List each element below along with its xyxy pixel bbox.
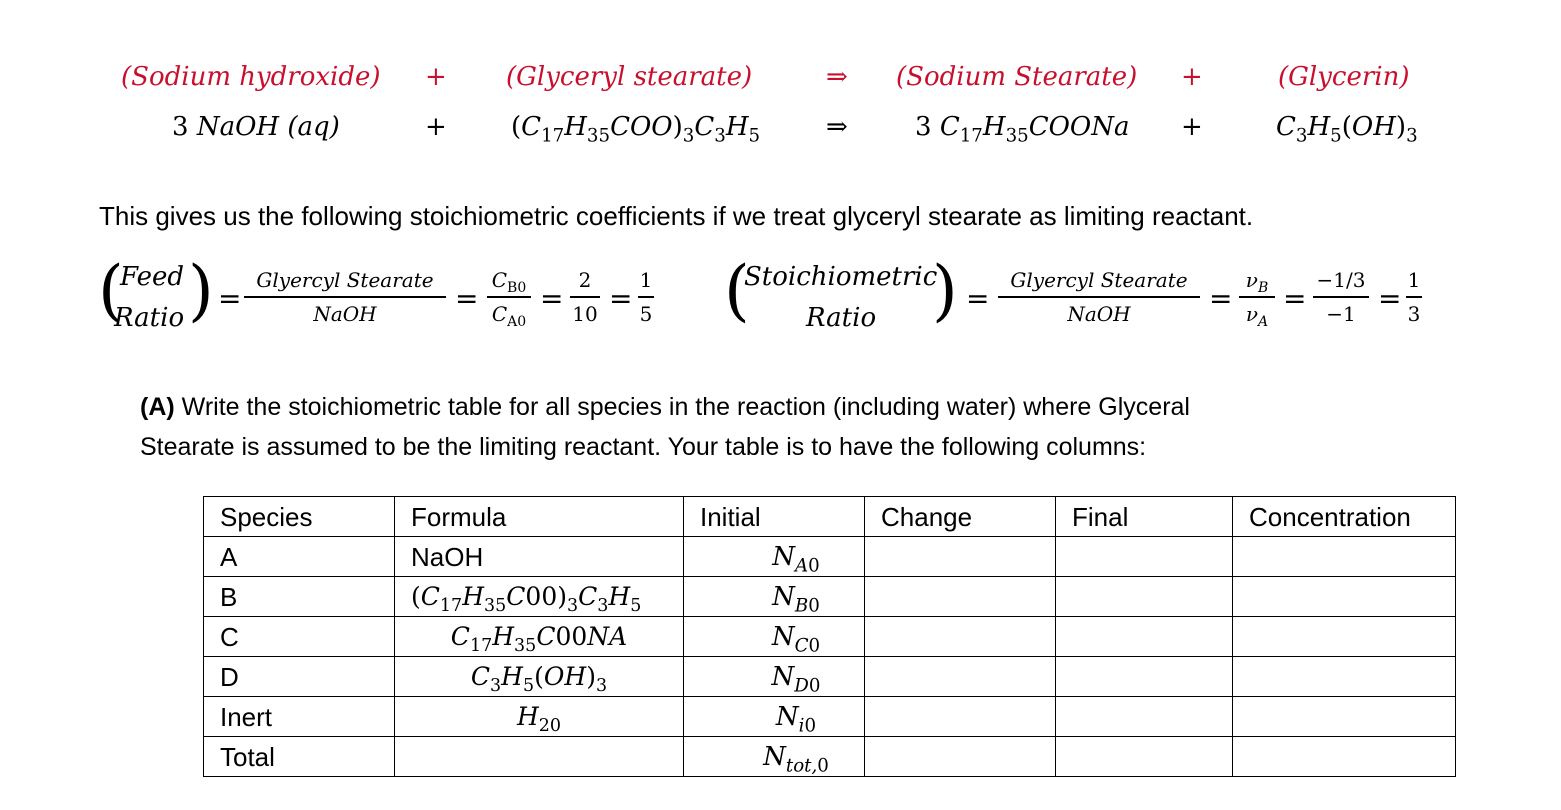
reaction-equation-row (0, 112, 1561, 148)
table-row (204, 737, 1456, 777)
concentration-cell[interactable] (1233, 697, 1456, 737)
species-cell: A (204, 537, 395, 577)
formula-cell: $H_{20}$ (395, 697, 684, 737)
eq-naoh: 3 NaOH (aq) (172, 112, 340, 142)
species-cell: Total (204, 737, 395, 777)
question-line-1 (140, 393, 1190, 422)
name-sodium-stearate: (Sodium Stearate) (896, 62, 1138, 92)
change-cell[interactable] (865, 657, 1056, 697)
stoich-fraction-nu (1239, 268, 1275, 330)
feed-frac2-den: $C_{A0}$ (491, 301, 527, 330)
question-line1-text: Write the stoichiometric table for all species in the reaction (including water) where Glyceral (181, 393, 1190, 421)
concentration-cell[interactable] (1233, 657, 1456, 697)
concentration-cell[interactable] (1233, 577, 1456, 617)
stoich-frac3-bar (1313, 296, 1369, 298)
feed-equals-3: = (540, 282, 564, 315)
feed-equals-2: = (455, 282, 479, 315)
table-row (204, 617, 1456, 657)
name-sodium-hydroxide: (Sodium hydroxide) (121, 62, 381, 92)
feed-label-top: Feed (120, 262, 185, 292)
final-cell[interactable] (1056, 577, 1233, 617)
feed-fraction-2-10 (570, 268, 600, 326)
change-cell[interactable] (865, 697, 1056, 737)
stoich-open-paren: ( (724, 252, 750, 329)
table-row (204, 577, 1456, 617)
concentration-cell[interactable] (1233, 737, 1456, 777)
name-plus-1: + (425, 62, 447, 92)
eq-plus-1: + (425, 112, 447, 142)
change-cell[interactable] (865, 617, 1056, 657)
eq-glyceryl-stearate: $(C_{17}H_{35}COO)_3C_3H_5$ (511, 112, 761, 147)
stoich-frac2-num: $\nu_B$ (1245, 268, 1269, 296)
stoich-frac4-bar (1406, 296, 1422, 298)
intro-paragraph: This gives us the following stoichiometric coefficients if we treat glyceryl stearate as limiting reactant. (99, 201, 1254, 231)
feed-frac2-num: $C_{B0}$ (491, 268, 527, 296)
feed-fraction-conc (487, 268, 531, 330)
final-cell[interactable] (1056, 617, 1233, 657)
initial-cell: $N_{i0}$ (684, 697, 865, 737)
stoich-close-paren: ) (932, 252, 958, 329)
name-arrow: ⇒ (826, 62, 848, 92)
header-initial: Initial (684, 497, 865, 537)
feed-frac3-den: 10 (572, 301, 598, 326)
species-cell: C (204, 617, 395, 657)
concentration-cell[interactable] (1233, 617, 1456, 657)
stoich-frac4-num: 1 (1407, 268, 1421, 292)
question-label: (A) (140, 393, 175, 421)
initial-cell: $N_{tot,0}$ (684, 737, 865, 777)
feed-frac2-bar (487, 296, 531, 298)
initial-cell: $N_{C0}$ (684, 617, 865, 657)
feed-open-paren: ( (98, 252, 124, 329)
species-cell: Inert (204, 697, 395, 737)
stoich-label-bottom: Ratio (806, 303, 877, 333)
species-cell: B (204, 577, 395, 617)
feed-fraction-names (244, 268, 446, 326)
header-species: Species (204, 497, 395, 537)
initial-cell: $N_{D0}$ (684, 657, 865, 697)
change-cell[interactable] (865, 577, 1056, 617)
feed-frac4-den: 5 (639, 301, 653, 326)
feed-frac4-bar (638, 296, 654, 298)
concentration-cell[interactable] (1233, 537, 1456, 577)
initial-cell: $N_{A0}$ (684, 537, 865, 577)
final-cell[interactable] (1056, 737, 1233, 777)
header-change: Change (865, 497, 1056, 537)
stoich-frac4-den: 3 (1407, 301, 1421, 326)
feed-frac3-num: 2 (578, 268, 592, 292)
stoich-frac3-num: −1/3 (1316, 268, 1366, 292)
reaction-names-row (0, 62, 1561, 98)
formula-cell: $C_3H_5(OH)_3$ (395, 657, 684, 697)
change-cell[interactable] (865, 737, 1056, 777)
name-glyceryl-stearate: (Glyceryl stearate) (506, 62, 753, 92)
name-plus-2: + (1181, 62, 1203, 92)
initial-cell: $N_{B0}$ (684, 577, 865, 617)
stoich-equals-1: = (966, 282, 990, 315)
change-cell[interactable] (865, 537, 1056, 577)
feed-frac1-num: Glyercyl Stearate (256, 268, 434, 292)
formula-cell: $C_{17}H_{35}C00NA$ (395, 617, 684, 657)
table-row (204, 657, 1456, 697)
table-row (204, 537, 1456, 577)
header-formula: Formula (395, 497, 684, 537)
feed-frac3-bar (570, 296, 600, 298)
stoich-frac1-num: Glyercyl Stearate (1010, 268, 1188, 292)
table-header-row (204, 497, 1456, 537)
stoich-fraction-1-3 (1406, 268, 1422, 326)
feed-equals-1: = (218, 282, 242, 315)
question-line-2: Stearate is assumed to be the limiting reactant. Your table is to have the following columns: (140, 433, 1147, 461)
feed-frac1-bar (244, 296, 446, 298)
header-concentration: Concentration (1233, 497, 1456, 537)
stoich-equals-3: = (1283, 282, 1307, 315)
feed-label-bottom: Ratio (114, 303, 185, 333)
stoich-fraction-third (1313, 268, 1369, 326)
stoich-frac3-den: −1 (1326, 301, 1356, 326)
feed-frac1-den: NaOH (313, 301, 377, 326)
stoichiometric-table (203, 496, 1456, 777)
stoich-frac1-bar (998, 296, 1200, 298)
formula-cell: NaOH (395, 537, 684, 577)
stoich-frac1-den: NaOH (1067, 301, 1131, 326)
stoich-frac2-bar (1239, 296, 1275, 298)
stoich-label-top: Stoichiometric (744, 262, 938, 292)
formula-cell: $(C_{17}H_{35}C00)_3C_3H_5$ (395, 577, 684, 617)
stoich-equals-4: = (1378, 282, 1402, 315)
feed-equals-4: = (609, 282, 633, 315)
eq-glycerin: $C_3H_5(OH)_3$ (1276, 112, 1418, 147)
stoich-fraction-names (998, 268, 1200, 326)
header-final: Final (1056, 497, 1233, 537)
table-row (204, 697, 1456, 737)
final-cell[interactable] (1056, 657, 1233, 697)
eq-plus-2: + (1181, 112, 1203, 142)
species-cell: D (204, 657, 395, 697)
formula-cell (395, 737, 684, 777)
feed-fraction-1-5 (638, 268, 654, 326)
feed-frac4-num: 1 (639, 268, 653, 292)
final-cell[interactable] (1056, 537, 1233, 577)
feed-close-paren: ) (188, 252, 214, 329)
eq-arrow: ⇒ (826, 112, 848, 142)
stoich-frac2-den: $\nu_A$ (1245, 301, 1269, 330)
stoich-equals-2: = (1209, 282, 1233, 315)
name-glycerin: (Glycerin) (1278, 62, 1410, 92)
final-cell[interactable] (1056, 697, 1233, 737)
eq-sodium-stearate: 3 $C_{17}H_{35}COONa$ (915, 112, 1130, 147)
